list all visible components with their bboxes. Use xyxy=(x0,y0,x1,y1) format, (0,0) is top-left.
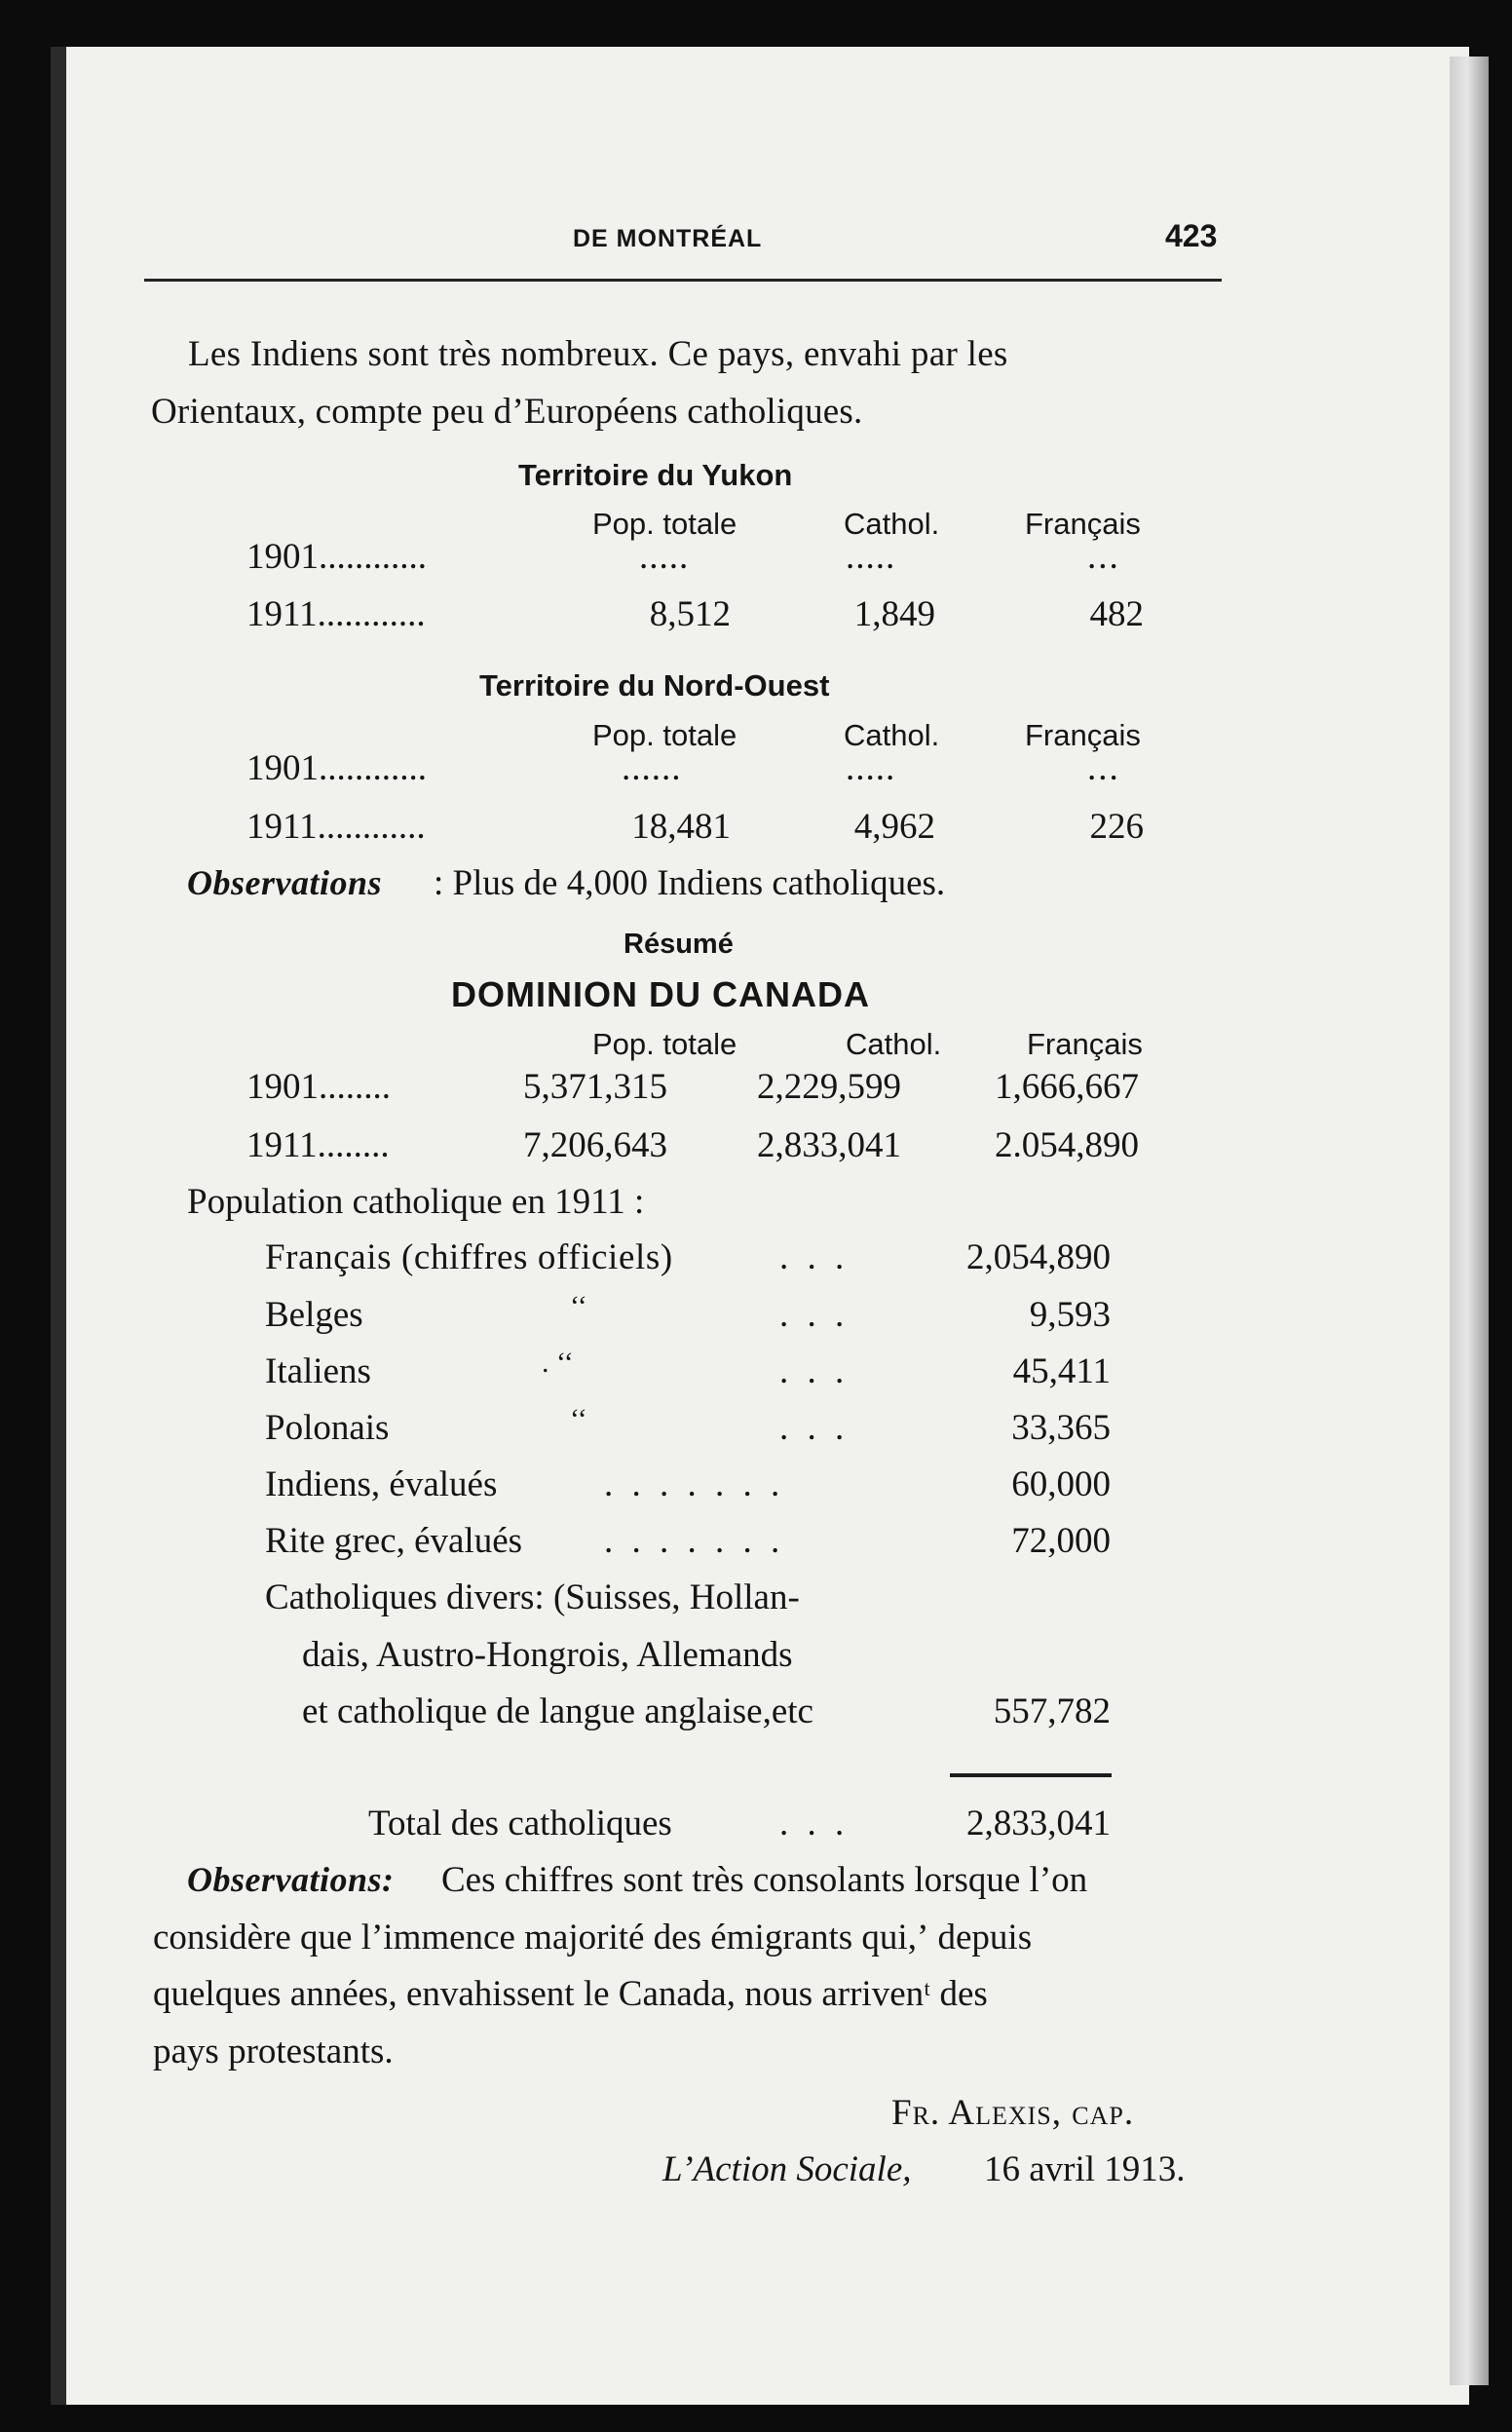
sum-rule xyxy=(950,1773,1112,1777)
yukon-col-francais: Français xyxy=(1025,507,1141,541)
population-item-dots: . . . . . . . xyxy=(604,1464,780,1504)
yukon-1901-francais: ... xyxy=(1087,537,1120,577)
yukon-1901-cathol: ..... xyxy=(846,537,896,577)
dominion-1911-cathol: 2,833,041 xyxy=(757,1125,901,1165)
population-item-label: Polonais xyxy=(265,1408,390,1448)
nord-ouest-1911-pop: 18,481 xyxy=(631,807,731,847)
population-item-value: 2,054,890 xyxy=(966,1237,1111,1277)
observations-line-1: Ces chiffres sont très consolants lorsque l’on xyxy=(441,1860,1088,1900)
population-item-dots: . . . xyxy=(779,1237,845,1277)
population-item-label: Belges xyxy=(265,1295,363,1335)
dominion-1911-year: 1911........ xyxy=(246,1125,390,1165)
source-date: 16 avril 1913. xyxy=(984,2149,1186,2189)
yukon-1901-year: 1901............ xyxy=(246,537,427,577)
nord-ouest-1911-year: 1911............ xyxy=(246,807,426,847)
population-item-label: Italiens xyxy=(265,1351,371,1391)
population-item-dots: . . . xyxy=(779,1295,845,1335)
intro-line-2: Orientaux, compte peu d’Européens catholiques. xyxy=(151,392,863,432)
author-signature: Fr. Alexis, cap. xyxy=(891,2093,1135,2133)
population-item-ditto: . ‘‘ xyxy=(542,1347,574,1379)
yukon-1901-pop: ..... xyxy=(639,537,690,577)
dominion-1901-cathol: 2,229,599 xyxy=(757,1067,901,1107)
population-item-value: 60,000 xyxy=(1011,1464,1111,1504)
nord-ouest-1901-pop: ...... xyxy=(622,748,682,788)
nord-ouest-1901-francais: ... xyxy=(1087,748,1120,788)
header-rule xyxy=(144,279,1222,282)
population-item-dots: . . . . . . . xyxy=(604,1521,780,1561)
page-number: 423 xyxy=(1165,218,1218,253)
nord-ouest-observations-text: : Plus de 4,000 Indiens catholiques. xyxy=(434,863,946,903)
population-item-value: 45,411 xyxy=(1012,1351,1111,1391)
nord-ouest-col-cathol: Cathol. xyxy=(844,718,940,752)
page-edge xyxy=(1450,57,1489,2385)
nord-ouest-observations-label: Observations xyxy=(187,863,383,902)
source-title: L’Action Sociale, xyxy=(662,2149,912,2189)
population-intro: Population catholique en 1911 : xyxy=(187,1182,645,1222)
intro-line-1: Les Indiens sont très nombreux. Ce pays, envahi par les xyxy=(188,334,1008,374)
divers-line-1: Catholiques divers: (Suisses, Hollan- xyxy=(265,1577,800,1617)
dominion-1901-francais: 1,666,667 xyxy=(995,1067,1139,1107)
population-item-label: Français (chiffres officiels) xyxy=(265,1237,673,1277)
nord-ouest-1911-francais: 226 xyxy=(1089,807,1144,847)
yukon-col-pop: Pop. totale xyxy=(592,507,737,541)
dominion-col-pop: Pop. totale xyxy=(592,1027,737,1061)
population-item-label: Indiens, évalués xyxy=(265,1464,498,1504)
nord-ouest-col-francais: Français xyxy=(1025,718,1141,752)
nord-ouest-1901-year: 1901............ xyxy=(246,748,427,788)
yukon-1911-cathol: 1,849 xyxy=(853,594,935,634)
yukon-col-cathol: Cathol. xyxy=(844,507,940,541)
divers-line-3: et catholique de langue anglaise,etc xyxy=(302,1691,813,1731)
nord-ouest-1901-cathol: ..... xyxy=(846,748,896,788)
yukon-title: Territoire du Yukon xyxy=(518,458,793,492)
resume-label: Résumé xyxy=(624,929,734,960)
population-item-dots: . . . xyxy=(779,1351,845,1391)
nord-ouest-1911-cathol: 4,962 xyxy=(853,807,935,847)
observations-line-3: quelques années, envahissent le Canada, nous arrivenᵗ des xyxy=(153,1974,988,2014)
dominion-1911-francais: 2.054,890 xyxy=(995,1125,1139,1165)
yukon-1911-pop: 8,512 xyxy=(649,594,731,634)
dominion-col-francais: Français xyxy=(1027,1027,1143,1061)
observations-label: Observations: xyxy=(187,1860,395,1899)
yukon-1911-francais: 482 xyxy=(1089,594,1144,634)
population-item-ditto: ‘‘ xyxy=(570,1290,587,1322)
nord-ouest-col-pop: Pop. totale xyxy=(592,718,737,752)
population-item-value: 72,000 xyxy=(1011,1521,1111,1561)
divers-line-2: dais, Austro-Hongrois, Allemands xyxy=(302,1635,793,1675)
dominion-1901-year: 1901........ xyxy=(246,1067,391,1107)
total-value: 2,833,041 xyxy=(966,1804,1111,1843)
total-dots: . . . xyxy=(779,1804,845,1843)
population-item-value: 9,593 xyxy=(1029,1295,1111,1335)
population-item-dots: . . . xyxy=(779,1408,845,1448)
total-label: Total des catholiques xyxy=(368,1804,672,1843)
observations-line-4: pays protestants. xyxy=(153,2032,394,2071)
population-item-ditto: ‘‘ xyxy=(570,1403,587,1435)
nord-ouest-title: Territoire du Nord-Ouest xyxy=(479,668,830,703)
divers-value: 557,782 xyxy=(993,1691,1111,1731)
observations-line-2: considère que l’immence majorité des émigrants qui,ʼ depuis xyxy=(153,1918,1033,1957)
population-item-value: 33,365 xyxy=(1011,1408,1111,1448)
yukon-1911-year: 1911............ xyxy=(246,594,426,634)
dominion-1901-pop: 5,371,315 xyxy=(523,1067,667,1107)
population-item-label: Rite grec, évalués xyxy=(265,1521,523,1561)
running-header: DE MONTRÉAL xyxy=(573,225,763,252)
dominion-col-cathol: Cathol. xyxy=(846,1027,942,1061)
dominion-1911-pop: 7,206,643 xyxy=(523,1125,667,1165)
dominion-title: DOMINION DU CANADA xyxy=(451,974,870,1014)
